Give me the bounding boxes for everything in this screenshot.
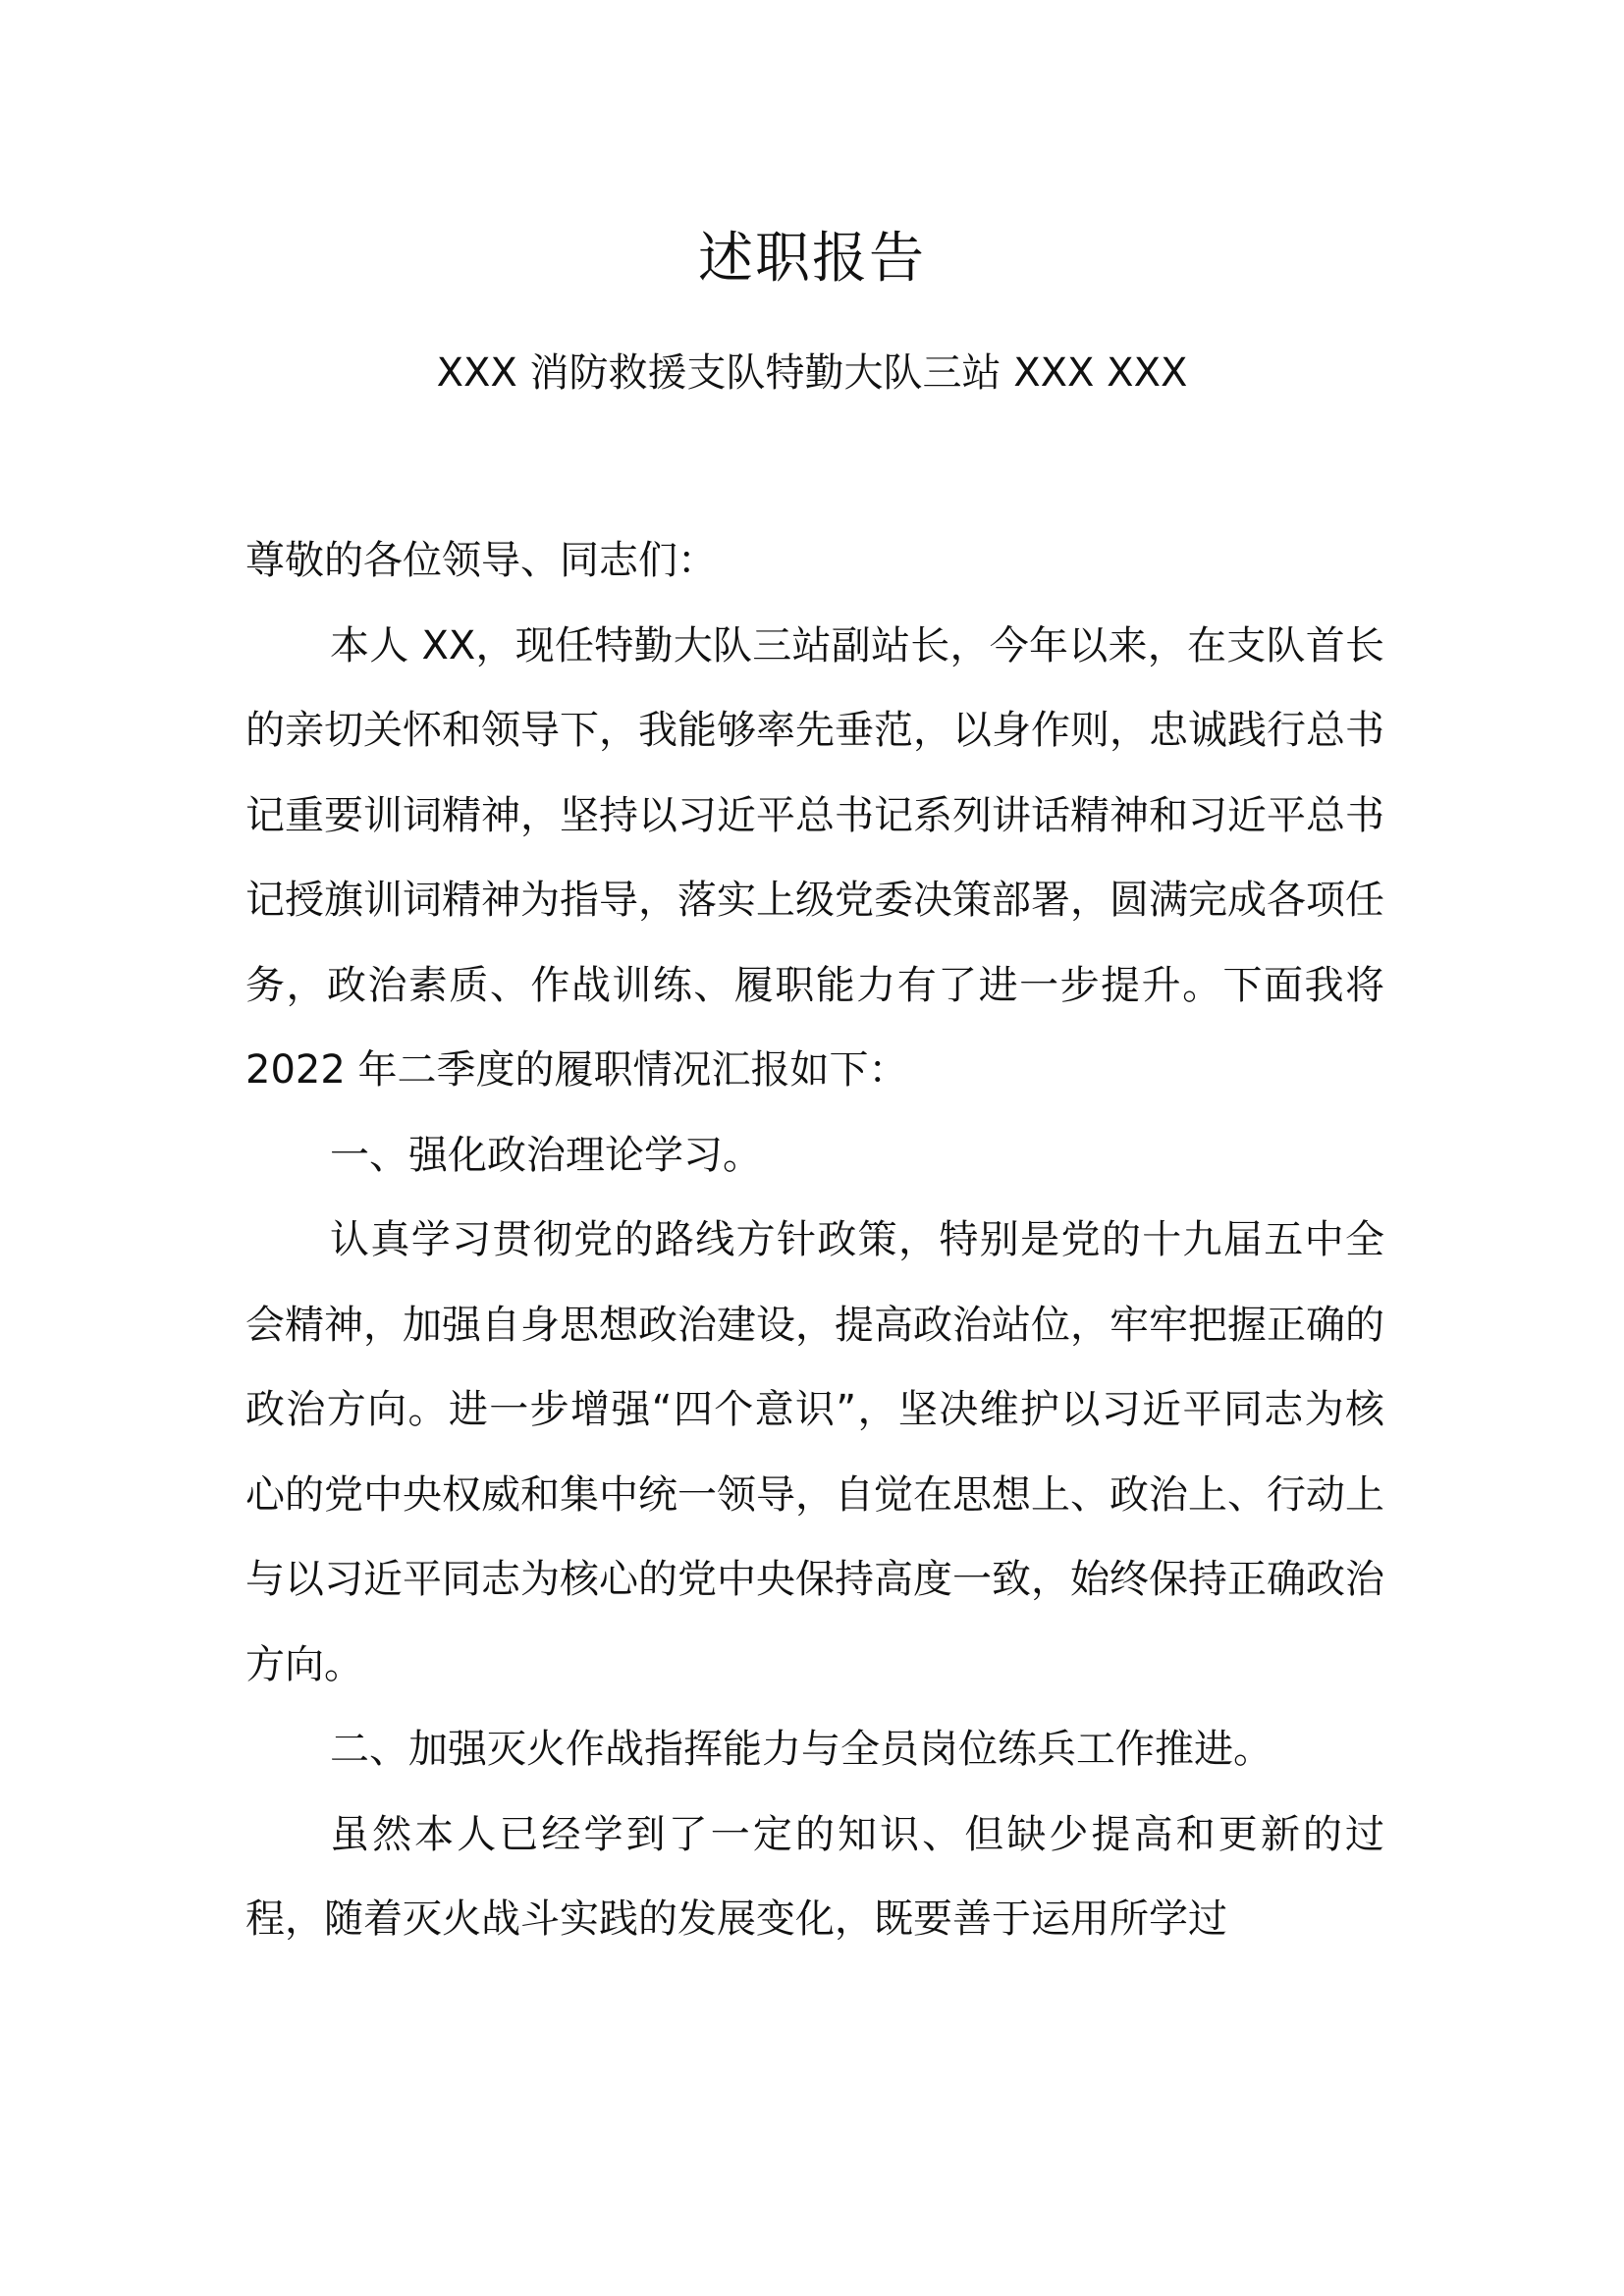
paragraph-intro: 本人 XX，现任特勤大队三站副站长，今年以来，在支队首长的亲切关怀和领导下，我能够率先垂范，以身作则，忠诚践行总书记重要训词精神，坚持以习近平总书记系列讲话精神和习近平总书记授旗训词精神为指导，落实上级党委决策部署，圆满完成各项任务，政治素质、作战训练、履职能力有了进一步提升。下面我将 2022 年二季度的履职情况汇报如下： [245, 622, 1384, 1093]
document-body [245, 518, 1384, 1962]
section-heading-1: 一、强化政治理论学习。 [330, 1132, 762, 1178]
salutation: 尊敬的各位领导、同志们： [245, 538, 717, 583]
document-title: 述职报告 [698, 227, 926, 291]
paragraph-section-1: 认真学习贯彻党的路线方针政策，特别是党的十九届五中全会精神，加强自身思想政治建设，提高政治站位，牢牢把握正确的政治方向。进一步增强“四个意识”，坚决维护以习近平同志为核心的党中央权威和集中统一领导，自觉在思想上、政治上、行动上与以习近平同志为核心的党中央保持高度一致，始终保持正确政治方向。 [245, 1217, 1384, 1687]
document-subtitle: XXX 消防救援支队特勤大队三站 XXX XXX [436, 350, 1188, 396]
section-heading-2: 二、加强灭火作战指挥能力与全员岗位练兵工作推进。 [330, 1727, 1272, 1772]
paragraph-section-2: 虽然本人已经学到了一定的知识、但缺少提高和更新的过程，随着灭火战斗实践的发展变化，既要善于运用所学过 [245, 1811, 1384, 1942]
